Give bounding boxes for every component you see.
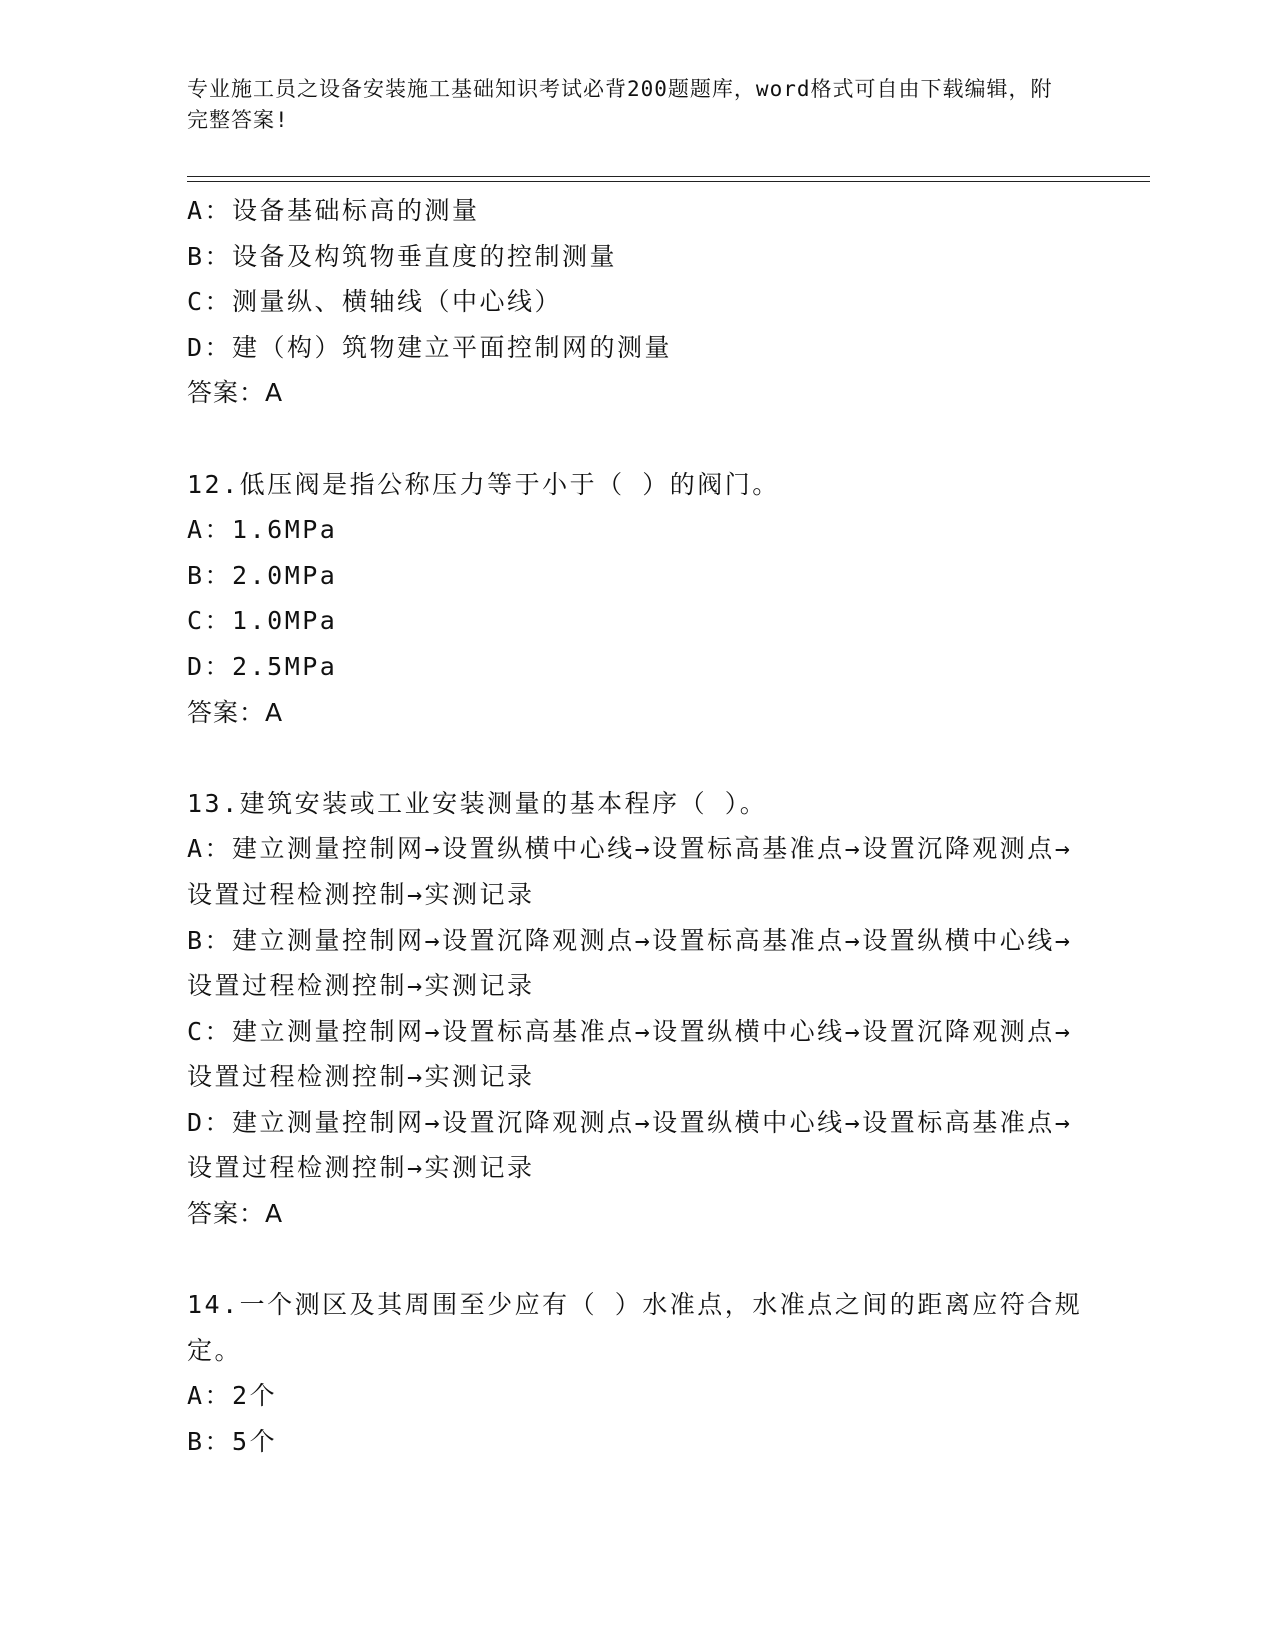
header-divider-bottom — [187, 181, 1150, 182]
option-a: A：2个 — [187, 1381, 278, 1411]
option-a: A：建立测量控制网→设置纵横中心线→设置标高基准点→设置沉降观测点→设置过程检测控制→实测记录 — [187, 834, 1073, 909]
question-13 — [187, 781, 1087, 1237]
answer-label: 答案： — [187, 697, 266, 727]
option-c: C：测量纵、横轴线（中心线） — [187, 287, 563, 317]
answer-line — [187, 1191, 1087, 1237]
header-divider-top — [187, 176, 1150, 177]
answer-value: A — [265, 697, 284, 727]
option-a: A：1.6MPa — [187, 515, 338, 545]
question-text: 14.一个测区及其周围至少应有（ ）水准点，水准点之间的距离应符合规定。 — [187, 1290, 1083, 1365]
option-b: B：5个 — [187, 1427, 278, 1457]
question-text: 13.建筑安装或工业安装测量的基本程序（ ）。 — [187, 788, 768, 818]
option-b: B：建立测量控制网→设置沉降观测点→设置标高基准点→设置纵横中心线→设置过程检测控制→实测记录 — [187, 925, 1073, 1001]
question-content — [187, 188, 1087, 1465]
answer-line — [187, 370, 1087, 416]
question-11 — [187, 188, 1087, 416]
spacer — [187, 1237, 1087, 1283]
question-text: 12.低压阀是指公称压力等于小于（ ）的阀门。 — [187, 469, 780, 499]
document-header: 专业施工员之设备安装施工基础知识考试必背200题题库，word格式可自由下载编辑，附完整答案! — [187, 77, 1053, 132]
question-12 — [187, 462, 1087, 736]
question-14 — [187, 1282, 1087, 1464]
option-b: B：设备及构筑物垂直度的控制测量 — [187, 241, 618, 271]
spacer — [187, 735, 1087, 781]
answer-line — [187, 690, 1087, 736]
answer-label: 答案： — [187, 378, 266, 408]
answer-value: A — [265, 1199, 284, 1229]
answer-label: 答案： — [187, 1199, 266, 1229]
option-c: C：建立测量控制网→设置标高基准点→设置纵横中心线→设置沉降观测点→设置过程检测控制→实测记录 — [187, 1016, 1073, 1092]
option-b: B：2.0MPa — [187, 560, 338, 590]
option-c: C：1.0MPa — [187, 606, 338, 636]
option-a: A：设备基础标高的测量 — [187, 196, 480, 225]
option-d: D：建（构）筑物建立平面控制网的测量 — [187, 332, 673, 362]
spacer — [187, 416, 1087, 462]
option-d: D：2.5MPa — [187, 651, 338, 681]
answer-value: A — [265, 378, 284, 408]
option-d: D：建立测量控制网→设置沉降观测点→设置纵横中心线→设置标高基准点→设置过程检测控制→实测记录 — [187, 1107, 1073, 1183]
